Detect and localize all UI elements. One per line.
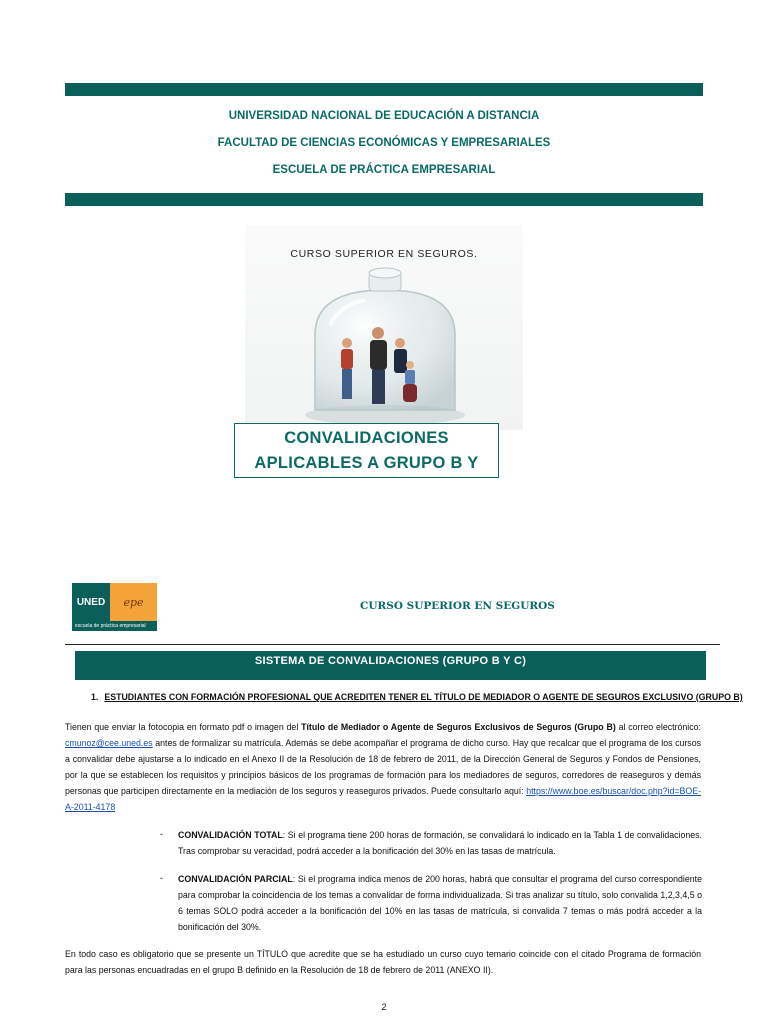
convalidaciones-title-box bbox=[234, 423, 499, 478]
university-name: UNIVERSIDAD NACIONAL DE EDUCACIÓN A DISTANCIA bbox=[228, 110, 540, 122]
paragraph-2: En todo caso es obligatorio que se presente un TÍTULO que acredite que se ha estudiado un curso cuyo temario coincide con el citado Programa de formación para las personas encuadradas en el grupo B definido en la Resolución de 18 de febrero de 2011 (ANEXO II). bbox=[65, 949, 701, 975]
boe-link[interactable]: https://www.boe.es/buscar/doc.php?id=BOE-A-2011-4178 bbox=[65, 786, 701, 812]
cover-title: CURSO SUPERIOR EN SEGUROS. bbox=[290, 248, 478, 260]
bullet1-text: : Si el programa tiene 200 horas de formación, se convalidará lo indicado en la Tabla 1 de convalidaciones. Tras comprobar su veracidad, podrá acceder a la bonificación del 30% en las tasas de matrícula. bbox=[178, 830, 702, 856]
bullet-convalidacion-parcial bbox=[178, 871, 702, 935]
paragraph1-text-3: antes de formalizar su matrícula. Además se debe acompañar el programa de dicho curso. Hay que recalcar que el programa de los cursos a convalidar debe ajustarse a lo indicado en el Anexo II de la Resolución de 18 de febrero de 2011, de la Dirección General de Seguros y Fondos de Pensiones, por la que se establecen los requisitos y principios básicos de los programas de formación para los mediadores de seguros, corredores de reaseguros y demás personas que participen directamente en la mediación de los seguros y reaseguros privados. Puede consultarlo aquí: bbox=[65, 738, 701, 796]
school-name: ESCUELA DE PRÁCTICA EMPRESARIAL bbox=[272, 164, 496, 176]
bullet2-text: : Si el programa indica menos de 200 horas, habrá que consultar el programa del curso correspondiente para comprobar la coincidencia de los temas a convalidar de forma individualizada. Si tras analizar su título, solo convalida 1,2,3,4,5 o 6 temas SOLO podrá acceder a la bonificación del 10% en las tasas de matrícula, si convalida 7 temas o más podrá acceder a la bonificación del 30%. bbox=[178, 874, 702, 932]
email-link[interactable]: cmunoz@cee.uned.es bbox=[65, 738, 153, 748]
paragraph-1 bbox=[65, 719, 701, 815]
bullet-convalidacion-total bbox=[178, 827, 702, 859]
header-bottom-band bbox=[65, 193, 703, 206]
item1-number: 1. bbox=[91, 692, 99, 702]
header-top-band bbox=[65, 83, 703, 96]
horizontal-rule bbox=[65, 644, 720, 645]
course-label: CURSO SUPERIOR EN SEGUROS bbox=[360, 600, 555, 612]
epe-logo-mark: epe bbox=[110, 583, 157, 621]
bullet-dash-2: - bbox=[160, 873, 163, 883]
uned-logo-mark: UNED bbox=[72, 583, 110, 621]
bullet1-label: CONVALIDACIÓN TOTAL bbox=[178, 830, 283, 840]
bullet-dash-1: - bbox=[160, 829, 163, 839]
cover-illustration bbox=[245, 225, 523, 430]
paragraph1-text-1: Tienen que enviar la fotocopia en formato pdf o imagen del bbox=[65, 722, 302, 732]
faculty-name: FACULTAD DE CIENCIAS ECONÓMICAS Y EMPRESARIALES bbox=[217, 137, 551, 149]
convalidaciones-title-line1: CONVALIDACIONES bbox=[284, 429, 449, 447]
paragraph1-text-2: al correo electrónico: bbox=[615, 722, 701, 732]
section-title-bar: SISTEMA DE CONVALIDACIONES (GRUPO B Y C) bbox=[75, 651, 706, 680]
glass-dome-family-image bbox=[295, 265, 475, 430]
page-number: 2 bbox=[381, 1002, 387, 1012]
item1-heading bbox=[91, 692, 743, 702]
paragraph1-bold-title: Título de Mediador o Agente de Seguros Exclusivos de Seguros (Grupo B) bbox=[301, 722, 616, 732]
uned-epe-logo bbox=[72, 583, 157, 631]
bullet2-label: CONVALIDACIÓN PARCIAL bbox=[178, 874, 293, 884]
convalidaciones-title-line2: APLICABLES A GRUPO B Y bbox=[254, 454, 479, 472]
logo-caption: escuela de práctica empresarial bbox=[72, 621, 157, 631]
item1-heading-text: ESTUDIANTES CON FORMACIÓN PROFESIONAL QUE ACREDITEN TENER EL TÍTULO DE MEDIADOR O AGENTE DE SEGUROS EXCLUSIVO (GRUPO B) bbox=[104, 692, 743, 702]
